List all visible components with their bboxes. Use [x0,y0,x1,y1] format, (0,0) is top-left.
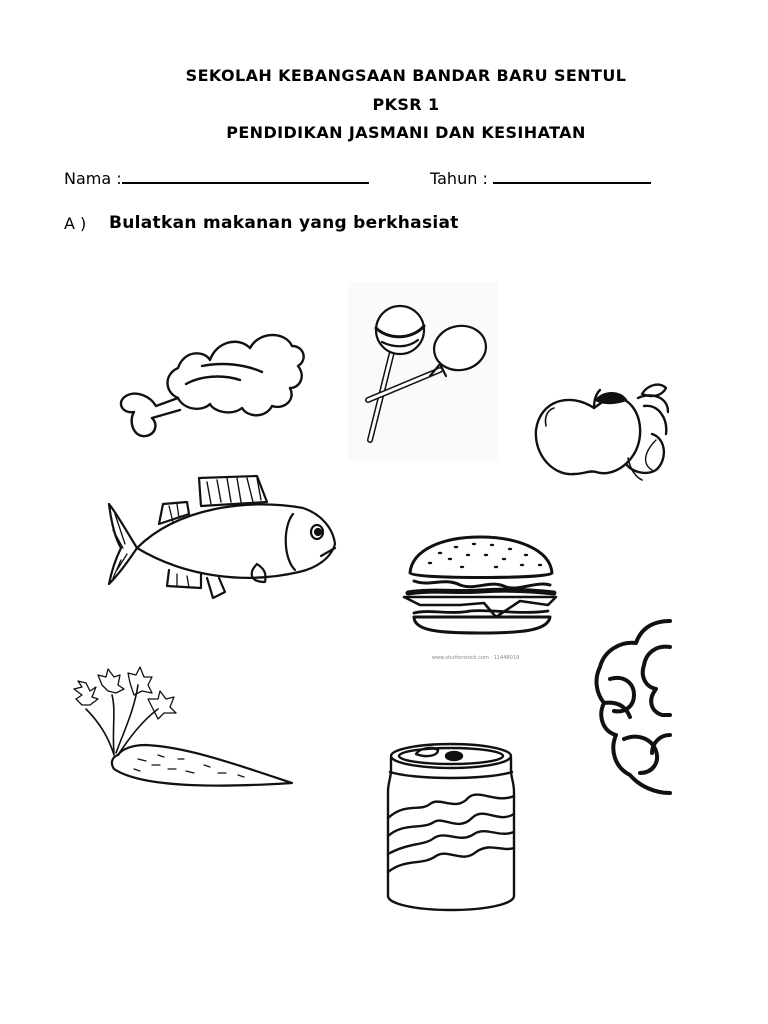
name-label: Nama : [64,169,122,188]
cabbage-icon[interactable] [590,617,670,801]
year-label: Tahun : [430,169,488,188]
name-field [64,169,369,188]
fish-icon[interactable] [107,474,339,602]
burger-icon[interactable] [400,535,560,635]
subject-title: PENDIDIKAN JASMANI DAN KESIHATAN [226,123,586,142]
class-name: PKSR 1 [372,95,440,114]
name-blank-line[interactable] [122,170,369,184]
carrot-icon[interactable] [68,665,296,793]
year-field [430,169,651,188]
apple-icon[interactable] [534,378,669,486]
question-label: A ) [64,214,87,233]
lollipop-icon[interactable] [348,282,498,460]
soda-can-icon[interactable] [386,742,516,912]
stock-watermark: www.shutterstock.com · 11448019 [432,655,520,661]
drumstick-icon[interactable] [112,322,307,444]
year-blank-line[interactable] [493,170,651,184]
question-instruction: Bulatkan makanan yang berkhasiat [109,213,459,233]
school-name: SEKOLAH KEBANGSAAN BANDAR BARU SENTUL [185,66,627,85]
